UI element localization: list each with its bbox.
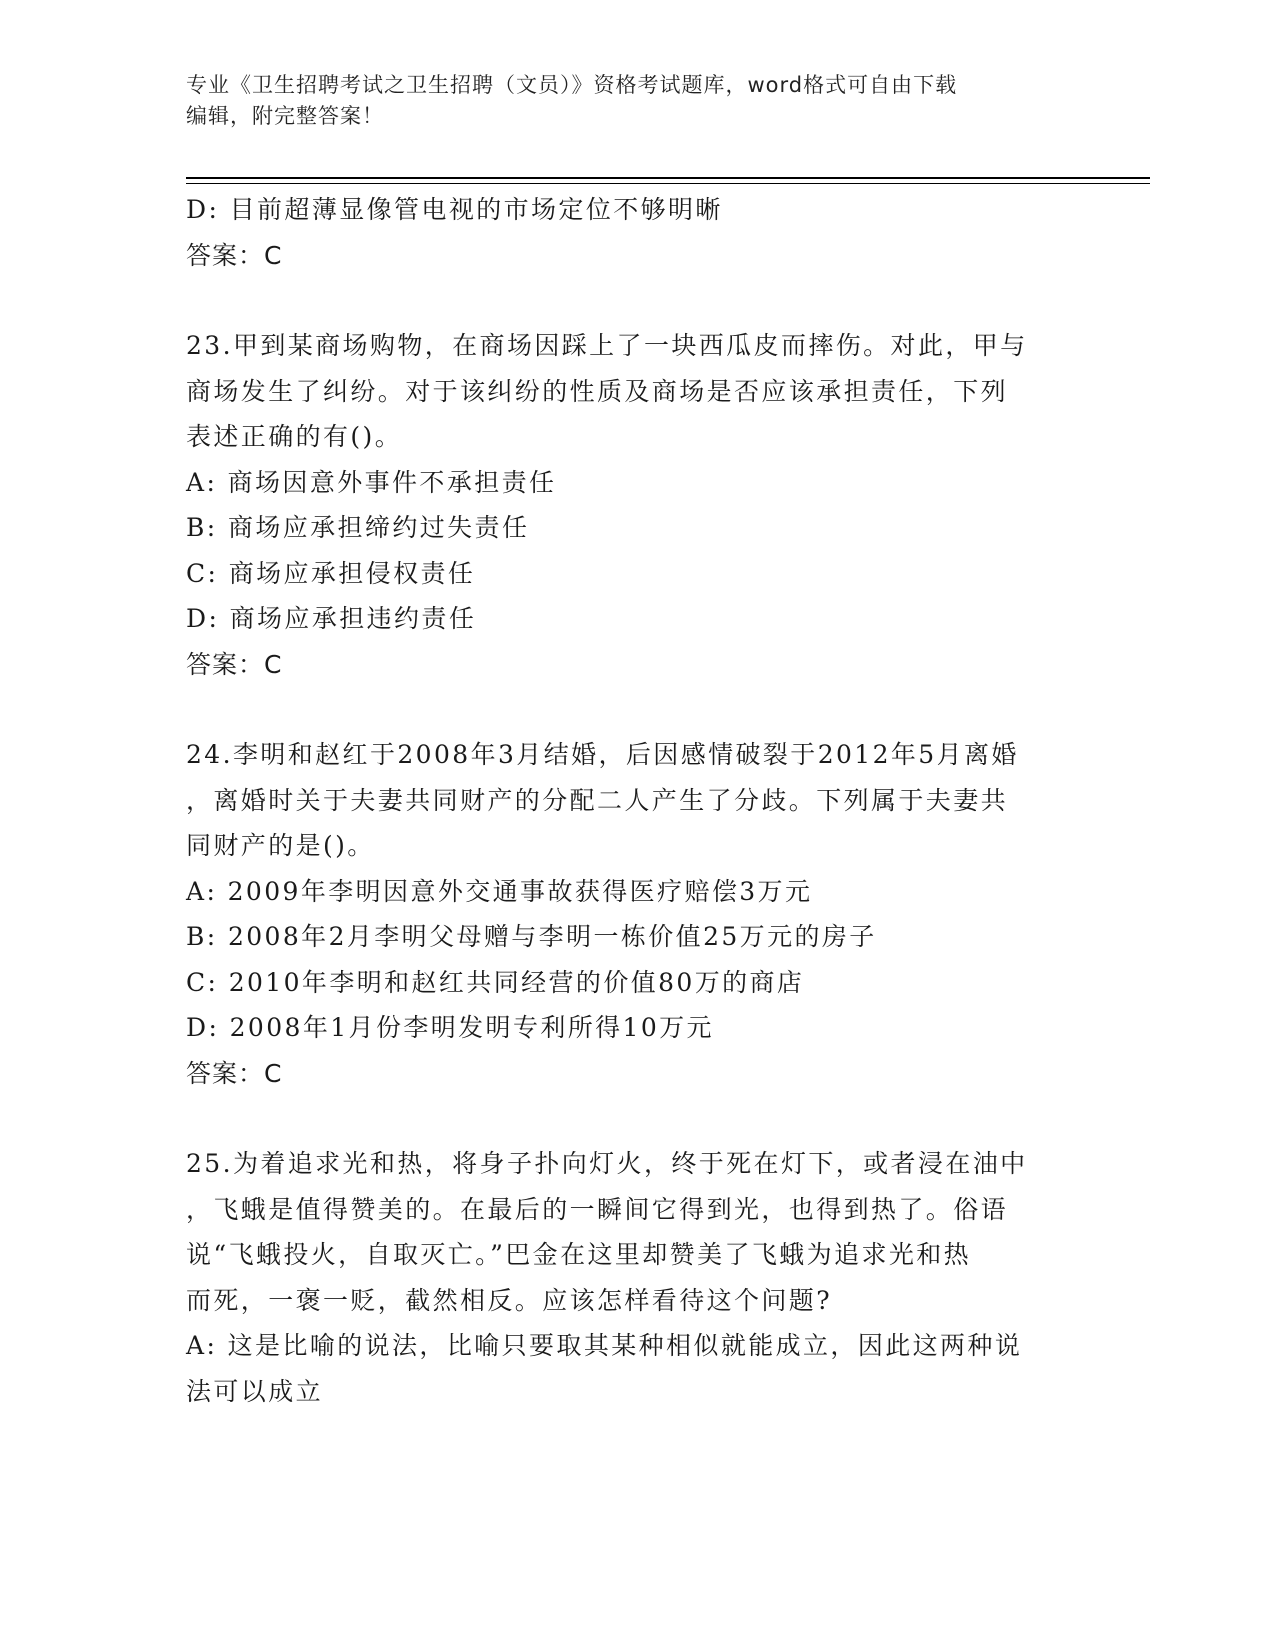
spacer — [186, 1096, 1086, 1141]
question-stem-line: 23.甲到某商场购物，在商场因踩上了一块西瓜皮而摔伤。对此，甲与 — [186, 331, 1028, 360]
question-stem-line: 说“飞蛾投火，自取灭亡。”巴金在这里却赞美了飞蛾为追求光和热 — [186, 1240, 972, 1269]
question-stem-line: 而死，一褒一贬，截然相反。应该怎样看待这个问题? — [186, 1285, 833, 1315]
answer-line: 答案：C — [186, 1058, 283, 1088]
option-c: C: 商场应承担侵权责任 — [186, 558, 476, 588]
question-24 — [186, 732, 1086, 1096]
spacer — [186, 278, 1086, 323]
header-divider-thick — [186, 177, 1150, 179]
document-body — [186, 187, 1086, 1414]
question-stem-line: 商场发生了纠纷。对于该纠纷的性质及商场是否应该承担责任，下列 — [186, 376, 1009, 406]
page-header — [186, 70, 1066, 132]
header-line-1: 专业《卫生招聘考试之卫生招聘（文员）》资格考试题库，word格式可自由下载 — [186, 73, 958, 97]
question-stem-line: 表述正确的有()。 — [186, 422, 403, 451]
question-stem-line: ，飞蛾是值得赞美的。在最后的一瞬间它得到光，也得到热了。俗语 — [186, 1194, 1009, 1224]
header-line-2: 编辑，附完整答案！ — [186, 104, 384, 128]
header-divider-thin — [186, 183, 1150, 184]
option-d: D: 目前超薄显像管电视的市场定位不够明晰 — [186, 195, 723, 224]
question-stem-line: 24.李明和赵红于2008年3月结婚，后因感情破裂于2012年5月离婚 — [186, 740, 1019, 769]
option-b: B: 商场应承担缔约过失责任 — [186, 513, 530, 542]
question-stem-line: 同财产的是()。 — [186, 831, 375, 860]
question-stem-line: 25.为着追求光和热，将身子扑向灯火，终于死在灯下，或者浸在油中 — [186, 1149, 1028, 1178]
option-b: B: 2008年2月李明父母赠与李明一栋价值25万元的房子 — [186, 922, 877, 951]
spacer — [186, 687, 1086, 732]
option-a: A: 商场因意外事件不承担责任 — [186, 467, 557, 497]
option-d: D: 2008年1月份李明发明专利所得10万元 — [186, 1013, 714, 1042]
question-23 — [186, 323, 1086, 687]
option-d: D: 商场应承担违约责任 — [186, 604, 477, 633]
answer-line: 答案：C — [186, 240, 283, 270]
question-stem-line: ，离婚时关于夫妻共同财产的分配二人产生了分歧。下列属于夫妻共 — [186, 785, 1009, 815]
answer-line: 答案：C — [186, 649, 283, 679]
option-a: A: 2009年李明因意外交通事故获得医疗赔偿3万元 — [186, 876, 813, 906]
option-a-continued: 法可以成立 — [186, 1376, 324, 1406]
option-a: A: 这是比喻的说法，比喻只要取其某种相似就能成立，因此这两种说 — [186, 1331, 1023, 1360]
question-25 — [186, 1141, 1086, 1414]
option-c: C: 2010年李明和赵红共同经营的价值80万的商店 — [186, 967, 805, 997]
